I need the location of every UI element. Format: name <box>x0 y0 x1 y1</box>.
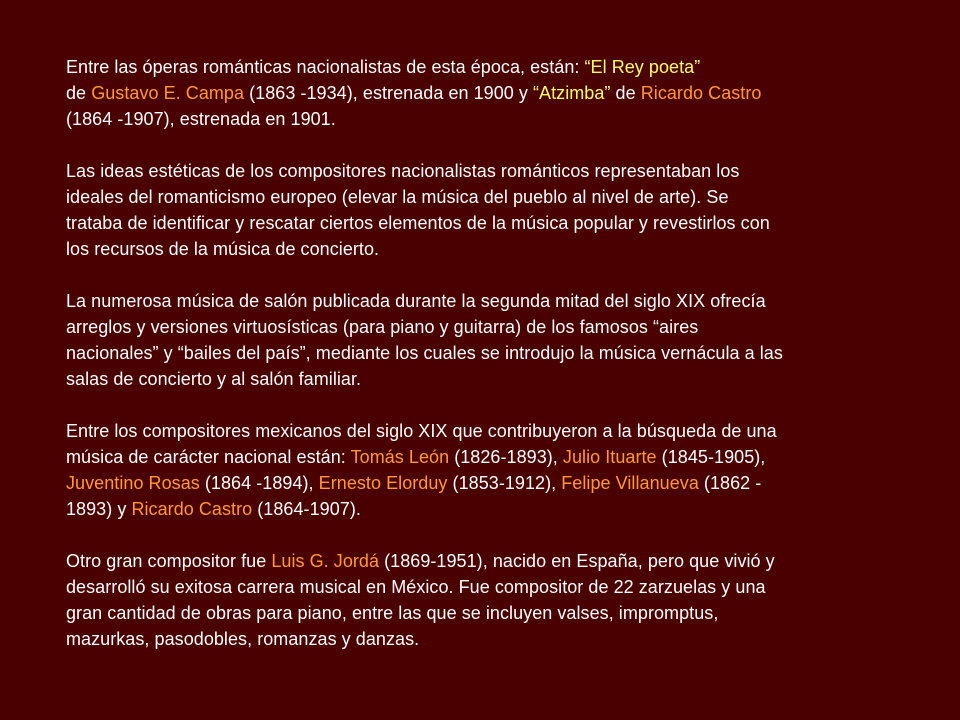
paragraph <box>66 548 936 652</box>
text-line <box>66 444 936 470</box>
text-line <box>66 626 936 652</box>
text-segment: Las ideas estéticas de los compositores nacionalistas románticos representaban los <box>66 161 740 181</box>
text-line <box>66 496 936 522</box>
text-line <box>66 366 936 392</box>
text-segment: gran cantidad de obras para piano, entre las que se incluyen valses, impromptus, <box>66 603 719 623</box>
text-segment: (1864 -1907), estrenada en 1901. <box>66 109 336 129</box>
text-segment: salas de concierto y al salón familiar. <box>66 369 362 389</box>
text-segment: 1893) y <box>66 499 132 519</box>
text-segment: (1853-1912), <box>447 473 562 493</box>
text-segment: nacionales” y “bailes del país”, mediante los cuales se introdujo la música vernácula a las <box>66 343 783 363</box>
paragraph <box>66 288 936 392</box>
text-line <box>66 548 936 574</box>
composer-name: Julio Ituarte <box>562 447 657 467</box>
text-segment: de <box>66 83 92 103</box>
slide-text-body <box>66 54 936 678</box>
text-line <box>66 54 936 80</box>
text-line <box>66 236 936 262</box>
text-segment: desarrolló su exitosa carrera musical en México. Fue compositor de 22 zarzuelas y una <box>66 577 766 597</box>
text-line <box>66 210 936 236</box>
text-segment: trataba de identificar y rescatar ciertos elementos de la música popular y revestirlos con <box>66 213 770 233</box>
composer-name: Tomás León <box>350 447 450 467</box>
text-segment: La numerosa música de salón publicada durante la segunda mitad del siglo XIX ofrecía <box>66 291 766 311</box>
text-segment: mazurkas, pasodobles, romanzas y danzas. <box>66 629 420 649</box>
paragraph <box>66 158 936 262</box>
text-segment: Otro gran compositor fue <box>66 551 272 571</box>
text-segment: (1869-1951), nacido en España, pero que vivió y <box>379 551 775 571</box>
text-line <box>66 314 936 340</box>
text-segment: (1863 -1934), estrenada en 1900 y <box>244 83 534 103</box>
text-line <box>66 158 936 184</box>
text-line <box>66 340 936 366</box>
text-segment: Entre los compositores mexicanos del siglo XIX que contribuyeron a la búsqueda de una <box>66 421 777 441</box>
text-line <box>66 288 936 314</box>
text-line <box>66 184 936 210</box>
text-segment: (1862 - <box>698 473 762 493</box>
text-line <box>66 80 936 106</box>
text-segment: los recursos de la música de concierto. <box>66 239 380 259</box>
text-segment: arreglos y versiones virtuosísticas (para piano y guitarra) de los famosos “aires <box>66 317 699 337</box>
composer-name: Luis G. Jordá <box>271 551 380 571</box>
text-line <box>66 418 936 444</box>
composer-name: Juventino Rosas <box>66 473 200 493</box>
text-segment: (1864-1907). <box>252 499 361 519</box>
text-segment: de <box>610 83 641 103</box>
composer-name: Ernesto Elorduy <box>318 473 448 493</box>
text-segment: (1826-1893), <box>449 447 563 467</box>
composer-name: Felipe Villanueva <box>561 473 699 493</box>
composer-name: Ricardo Castro <box>640 83 762 103</box>
text-line <box>66 106 936 132</box>
text-line <box>66 600 936 626</box>
paragraph <box>66 54 936 132</box>
text-line <box>66 470 936 496</box>
text-segment: música de carácter nacional están: <box>66 447 351 467</box>
composer-name: Gustavo E. Campa <box>91 83 245 103</box>
text-segment: ideales del romanticismo europeo (elevar la música del pueblo al nivel de arte). Se <box>66 187 729 207</box>
opera-title: “Atzimba” <box>533 83 611 103</box>
composer-name: Ricardo Castro <box>131 499 253 519</box>
text-segment: Entre las óperas románticas nacionalistas de esta época, están: <box>66 57 585 77</box>
paragraph <box>66 418 936 522</box>
text-segment: (1864 -1894), <box>199 473 319 493</box>
opera-title: “El Rey poeta” <box>584 57 701 77</box>
text-segment: (1845-1905), <box>656 447 766 467</box>
text-line <box>66 574 936 600</box>
